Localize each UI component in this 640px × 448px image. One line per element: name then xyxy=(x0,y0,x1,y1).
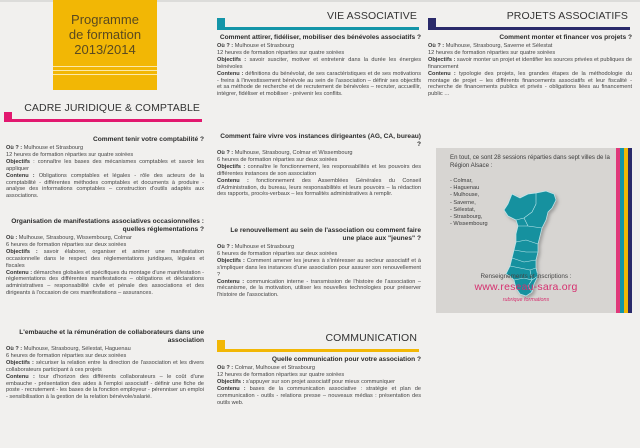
sessions-intro: En tout, ce sont 28 sessions réparties dans sept villes de la Région Alsace : xyxy=(450,154,610,169)
programme-title: Programme de formation 2013/2014 xyxy=(68,12,142,57)
city-item: - Saverne, xyxy=(450,199,476,206)
course-communication: Quelle communication pour votre association ? Où ? : Colmar, Mulhouse et Strasbourg 12 heures de formation réparties sur quatre soirées Objectifs : s'appuyer sur son projet associatif pour mieux communiquer Contenu : bases de la communication associative : stratégie et plan de communication - outils - relations presse – nouveaux médias : présentation des outils web. xyxy=(217,356,421,406)
city-item: - Strasbourg, xyxy=(450,214,483,221)
section-marker-icon xyxy=(4,112,12,122)
city-item: - Sélestat, xyxy=(450,206,476,213)
city-list xyxy=(450,178,488,228)
section-header-vie: VIE ASSOCIATIVE xyxy=(217,8,421,30)
section-marker-icon xyxy=(428,18,436,30)
course-benevoles: Comment attirer, fidéliser, mobiliser des bénévoles associatifs ? Où ? : Mulhouse et Strasbourg 12 heures de formation réparties sur quatre soirées Objectifs : savoir susciter, motiver et entretenir dans la durée les énergies bénévoles Contenu : définitions du bénévolat, de ses caractéristiques et de ses motivations - freins à l'investissement bénévole au sein de l'association – définir ses objectifs et sa méthode de recherche et de recrutement de bénévoles – recruter, accueillir, intégrer, fidéliser et mobiliser - prévenir les conflits. xyxy=(217,34,421,98)
website-subtitle: rubrique formations xyxy=(502,297,550,303)
city-item: - Colmar, xyxy=(450,178,473,184)
website-link[interactable]: www.reseau-sara.org xyxy=(474,281,578,293)
registration-label: Renseignements et inscriptions : xyxy=(480,273,572,280)
section-header-communication: COMMUNICATION xyxy=(217,330,421,352)
city-item: - Mulhouse, xyxy=(450,192,480,199)
color-stripes xyxy=(616,148,632,313)
course-comptabilite: Comment tenir votre comptabilité ? Où ? : Mulhouse et Strasbourg 12 heures de formation réparties sur quatre soirées Objectifs : connaître les bases des mécanismes comptables et savoir les appliquer Contenu : Obligations comptables et légales - rôle des acteurs de la comptabilité - différentes méthodes comptables et documents à produire - analyse des informations comptables – construction d'outils adaptés aux associations. xyxy=(6,136,204,200)
programme-title-block xyxy=(53,0,157,90)
section-marker-icon xyxy=(217,340,225,352)
course-instances: Comment faire vivre vos instances dirigeantes (AG, CA, bureau) ? Où ? : Mulhouse, Strasbourg, Colmar et Wissembourg 6 heures de formation réparties sur deux soirées Objectifs : connaître le fonctionnement, les responsabilités et les pouvoirs des différentes instances de son association Contenu : fonctionnement des Assemblées Générales du Conseil d'Administration, du bureau, leurs responsabilités et leurs pouvoirs – la rédaction des rapports, procès-verbaux – les formalités administratives à remplir. xyxy=(217,133,422,198)
section-header-cadre: CADRE JURIDIQUE & COMPTABLE xyxy=(4,100,204,122)
course-projets: Comment monter et financer vos projets ? Où ? : Mulhouse, Strasbourg, Saverne et Sélestat 12 heures de formation réparties sur quatre soirées Objectifs : savoir monter un projet et identifier les sources privées et publiques de financement Contenu : typologie des projets, les grandes étapes de la méthodologie du montage de projet – les différents financements associatifs et leur fiscalité -recherche de financements publics et privés - obligations liées au financement public … xyxy=(428,34,632,98)
section-header-projets: PROJETS ASSOCIATIFS xyxy=(428,8,632,30)
title-stripes xyxy=(53,66,157,78)
city-item: - Haguenau xyxy=(450,185,480,192)
course-embauche: L'embauche et la rémunération de collaborateurs dans une association Où ? : Mulhouse, Strasbourg, Sélestat, Haguenau 6 heures de formation réparties sur deux soirées Objectifs : sécuriser la relation entre la direction de l'association et les divers collaborateurs participant à ces projets Contenu : tour d'horizon des différents collaborateurs – le coût d'une embauche - présentation des aides à l'emploi associatif - définir une fiche de poste - recrutement - les bases de la fonction employeur - pérenniser un emploi - sensibilisation à la gestion de la relation bénévole/salarié. xyxy=(6,329,204,401)
city-item: - Wissembourg xyxy=(450,221,488,228)
course-manifestations: Organisation de manifestations associatives occasionnelles : quelles réglementations ? Où : Mulhouse, Strasbourg, Wissembourg, Colmar 6 heures de formation réparties sur deux soirées Objectifs : savoir élaborer, organiser et animer une manifestation occasionnelle dans le respect des réglementations juridiques, légales et fiscales Contenu : démarches globales et spécifiques du montage d'une manifestation - réglementations des différentes manifestations – obligations et déclarations administratives – responsabilité civile et pénale des associations et des dirigeants à l'occasion de ces manifestations – assurances. xyxy=(6,218,204,297)
info-box xyxy=(436,148,632,313)
section-marker-icon xyxy=(217,18,225,30)
course-renouvellement: Le renouvellement au sein de l'association ou comment faire une place aux "jeunes" ? Où ? : Mulhouse et Strasbourg 6 heures de formation réparties sur deux soirées Objectifs : Comment amener les jeunes à s'intéresser au secteur associatif et à s'impliquer dans les instances d'une association pour assurer son renouvellement ? Contenu : communication interne - transmission de l'histoire de l'association – mécanisme, de la motivation, utiliser les nouvelles technologies pour préserver l'histoire de l'association. xyxy=(217,227,421,299)
